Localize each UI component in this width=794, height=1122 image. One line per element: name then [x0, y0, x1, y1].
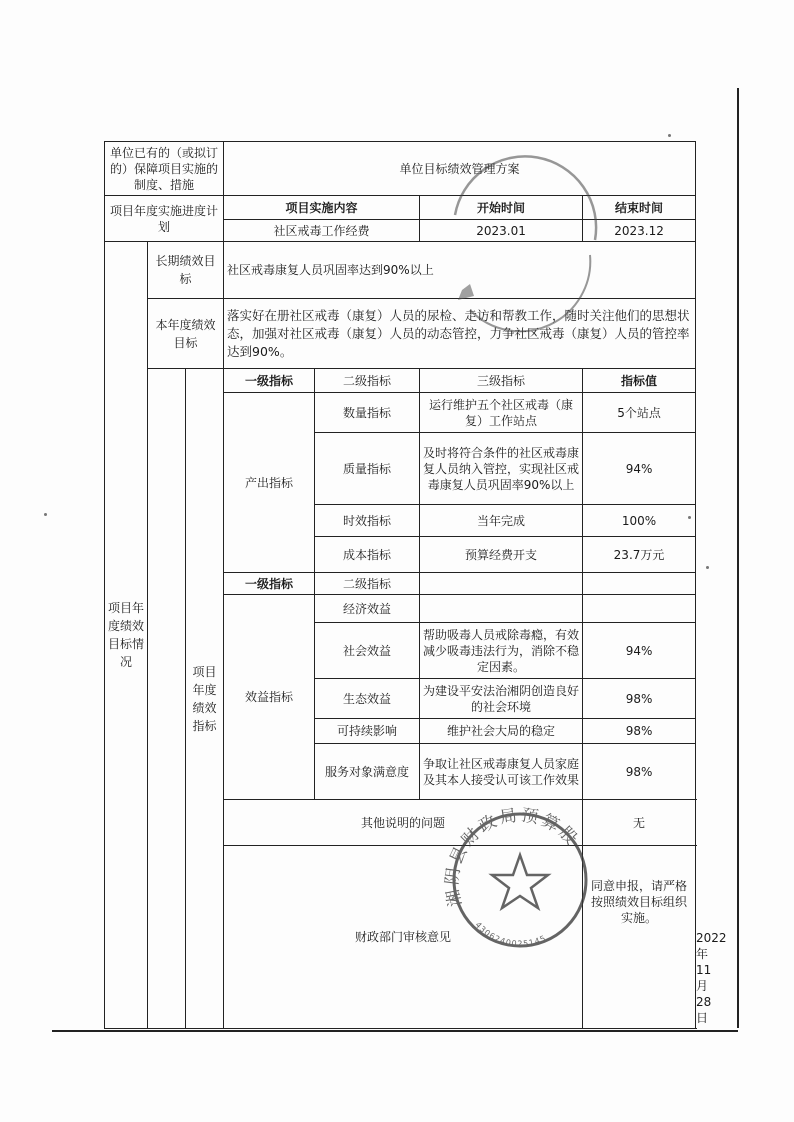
indicator-header-level1: 一级指标 [224, 369, 315, 393]
indicator-level3: 帮助吸毒人员戒除毒瘾，有效减少吸毒违法行为，消除不稳定因素。 [420, 623, 583, 679]
indicator-level3: 运行维护五个社区戒毒（康复）工作站点 [420, 393, 583, 433]
indicator-value: 23.7万元 [583, 537, 696, 573]
indicator-header-level3: 三级指标 [420, 369, 583, 393]
indicator-level3: 及时将符合条件的社区戒毒康复人员纳入管控，实现社区戒毒康复人员巩固率90%以上 [420, 433, 583, 505]
indicator-value: 5个站点 [583, 393, 696, 433]
indicator-level2: 可持续影响 [315, 719, 420, 744]
indicator-level3 [420, 595, 583, 623]
measures-label: 单位已有的（或拟订的）保障项目实施的制度、措施 [105, 142, 224, 196]
finance-opinion: 同意申报，请严格按照绩效目标组织实施。 [591, 879, 688, 925]
indicator-level3: 争取让社区戒毒康复人员家庭及其本人接受认可该工作效果 [420, 744, 583, 800]
indicator-value [583, 595, 696, 623]
annual-goal-text: 落实好在册社区戒毒（康复）人员的尿检、走访和帮教工作，随时关注他们的思想状态，加强对社区戒毒（康复）人员的动态管控，力争社区戒毒（康复）人员的管控率达到90%。 [224, 299, 696, 369]
indicator-header2-value-empty [583, 573, 696, 595]
indicator-level3: 当年完成 [420, 505, 583, 537]
indicator-level2: 生态效益 [315, 679, 420, 719]
indicator-header-value: 指标值 [583, 369, 696, 393]
indicator-level2: 社会效益 [315, 623, 420, 679]
seal-text: 湘阴县财政局预算股 [442, 805, 583, 909]
indicator-header2-level2: 二级指标 [315, 573, 420, 595]
other-notes-label: 其他说明的问题 [224, 800, 583, 846]
scan-speck [706, 566, 709, 569]
annual-goal-label: 本年度绩效目标 [148, 299, 224, 369]
indicator-level3: 为建设平安法治湘阴创造良好的社会环境 [420, 679, 583, 719]
blank-column [148, 369, 186, 1029]
indicator-level2: 数量指标 [315, 393, 420, 433]
performance-goal-form [104, 141, 727, 1029]
indicator-header2-level3-empty [420, 573, 583, 595]
finance-review-cell [583, 846, 727, 1029]
schedule-label: 项目年度实施进度计划 [105, 196, 224, 242]
indicator-level3: 预算经费开支 [420, 537, 583, 573]
measures-value: 单位目标绩效管理方案 [224, 142, 696, 196]
indicators-group-label: 项目年度绩效指标 [186, 369, 224, 1029]
finance-review-label: 财政部门审核意见 [224, 846, 583, 1029]
indicator-value: 98% [583, 719, 696, 744]
scan-border-right [737, 88, 739, 1028]
indicator-value: 98% [583, 744, 696, 800]
benefit-indicator-label: 效益指标 [224, 595, 315, 800]
indicator-value: 94% [583, 433, 696, 505]
scan-border-bottom [52, 1030, 738, 1032]
long-term-goal-text: 社区戒毒康复人员巩固率达到90%以上 [224, 242, 696, 299]
indicator-level2: 成本指标 [315, 537, 420, 573]
indicator-level2: 服务对象满意度 [315, 744, 420, 800]
indicator-level2: 经济效益 [315, 595, 420, 623]
output-indicator-label: 产出指标 [224, 393, 315, 573]
schedule-header-start: 开始时间 [420, 196, 583, 220]
long-term-goal-label: 长期绩效目标 [148, 242, 224, 299]
schedule-header-content: 项目实施内容 [224, 196, 420, 220]
seal-number: 4306240025145 [473, 920, 548, 949]
annual-goals-section-label: 项目年度绩效目标情况 [105, 242, 148, 1029]
indicator-level2: 质量指标 [315, 433, 420, 505]
other-notes-value: 无 [583, 800, 696, 846]
indicator-level3: 维护社会大局的稳定 [420, 719, 583, 744]
schedule-end: 2023.12 [583, 220, 696, 242]
scan-speck [44, 513, 47, 516]
indicator-header-level2: 二级指标 [315, 369, 420, 393]
scan-speck [668, 134, 671, 137]
indicator-header2-level1: 一级指标 [224, 573, 315, 595]
schedule-header-end: 结束时间 [583, 196, 696, 220]
finance-date: 2022年11月28日 [696, 931, 727, 1025]
schedule-content: 社区戒毒工作经费 [224, 220, 420, 242]
indicator-level2: 时效指标 [315, 505, 420, 537]
indicator-value: 100% [583, 505, 696, 537]
indicator-value: 98% [583, 679, 696, 719]
indicator-value: 94% [583, 623, 696, 679]
schedule-start: 2023.01 [420, 220, 583, 242]
